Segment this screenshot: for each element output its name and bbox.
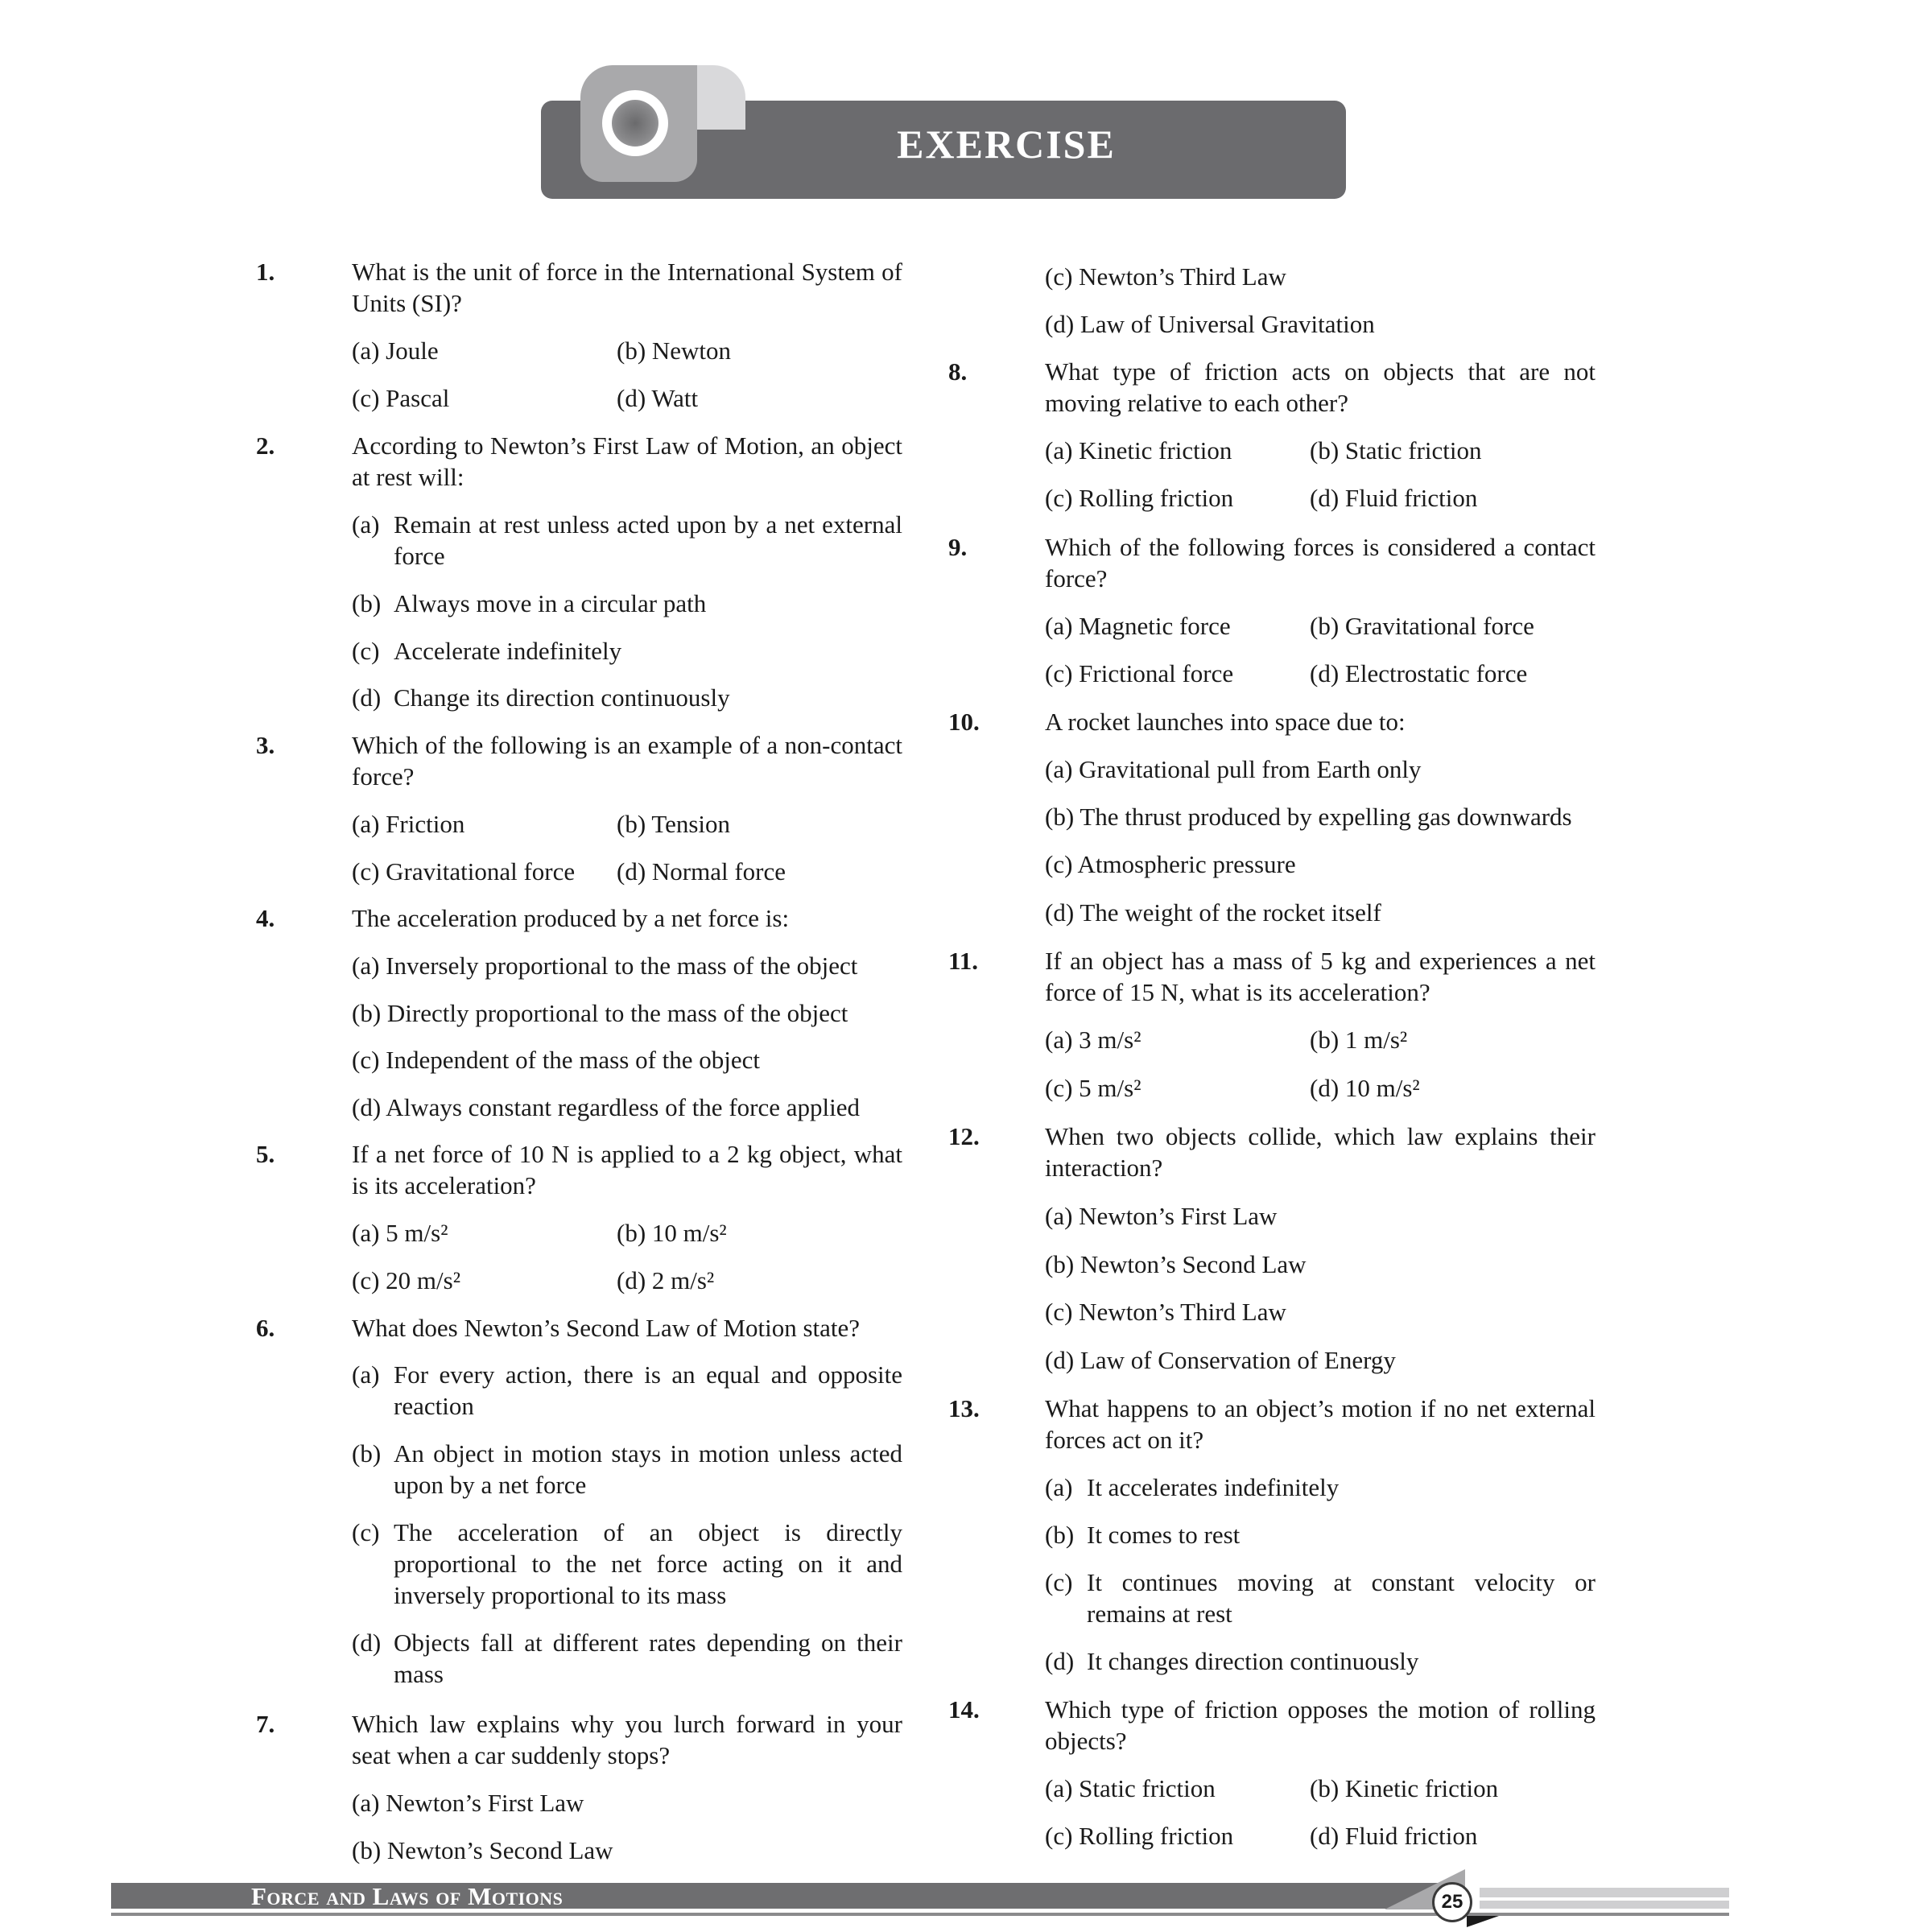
option-text: Always move in a circular path (394, 589, 707, 617)
option (352, 1359, 902, 1422)
question-number: 11. (948, 947, 979, 975)
question-stem: When two objects collide, which law explains their interaction? (1045, 1122, 1596, 1182)
question-stem: Which of the following is an example of a non-contact force? (352, 731, 902, 791)
option: (a) Friction (352, 810, 465, 838)
option-text: An object in motion stays in motion unless acted upon by a net force (394, 1439, 902, 1499)
question-stem: What does Newton’s Second Law of Motion state? (352, 1314, 861, 1342)
option: (b) Newton’s Second Law (1045, 1250, 1307, 1278)
option (1045, 1567, 1596, 1629)
option (1045, 1645, 1596, 1677)
option-label: (b) (1045, 1521, 1075, 1549)
option (1045, 1472, 1596, 1503)
option: (d) 2 m/s² (617, 1266, 715, 1294)
option-text: It comes to rest (1087, 1521, 1241, 1549)
option: (c) 20 m/s² (352, 1266, 460, 1294)
question-stem: A rocket launches into space due to: (1045, 708, 1406, 736)
option-text: For every action, there is an equal and opposite reaction (394, 1360, 902, 1420)
option-label: (c) (352, 637, 380, 665)
option (352, 1517, 902, 1611)
option: (c) Newton’s Third Law (1045, 262, 1286, 291)
question-number: 2. (256, 431, 275, 460)
question-number: 4. (256, 904, 275, 932)
option: (b) The thrust produced by expelling gas downwards (1045, 803, 1572, 831)
question-stem: What type of friction acts on objects that are not moving relative to each other? (1045, 357, 1596, 417)
option-label: (d) (352, 1629, 382, 1657)
option: (b) Static friction (1310, 436, 1482, 464)
option: (c) Gravitational force (352, 857, 576, 886)
footer-stripe (1480, 1901, 1729, 1909)
option: (c) Rolling friction (1045, 1822, 1234, 1850)
option: (a) Gravitational pull from Earth only (1045, 755, 1422, 783)
option (352, 682, 902, 713)
option: (d) Fluid friction (1310, 1822, 1478, 1850)
option-label: (b) (352, 1439, 382, 1468)
option: (a) Joule (352, 336, 439, 365)
option-text: The acceleration of an object is directly proportional to the net force acting on it and inversely proportional to its mass (394, 1518, 902, 1609)
ring-center-icon (612, 100, 658, 147)
chapter-title: Force and Laws of Motions (251, 1882, 564, 1910)
option: (d) Electrostatic force (1310, 659, 1528, 687)
option: (c) Independent of the mass of the object (352, 1046, 761, 1074)
option: (b) 10 m/s² (617, 1219, 727, 1247)
footer-stripe (1480, 1888, 1729, 1897)
option: (a) Static friction (1045, 1774, 1216, 1802)
option: (b) 1 m/s² (1310, 1026, 1408, 1054)
page-number: 25 (1432, 1882, 1472, 1922)
option-label: (a) (352, 510, 380, 539)
question-number: 5. (256, 1140, 275, 1168)
option: (b) Newton (617, 336, 732, 365)
option: (d) Always constant regardless of the force applied (352, 1093, 860, 1121)
option: (a) 5 m/s² (352, 1219, 448, 1247)
option-label: (c) (1045, 1568, 1073, 1596)
option-label: (b) (352, 589, 382, 617)
option: (a) Newton’s First Law (352, 1789, 584, 1817)
option: (c) Rolling friction (1045, 484, 1234, 512)
question-number: 10. (948, 708, 980, 736)
question-number: 13. (948, 1394, 980, 1422)
question-stem: Which of the following forces is considered a contact force? (1045, 533, 1596, 592)
option: (c) Pascal (352, 384, 450, 412)
option-text: It accelerates indefinitely (1087, 1473, 1340, 1501)
option: (d) The weight of the rocket itself (1045, 898, 1381, 927)
question-stem: If an object has a mass of 5 kg and experiences a net force of 15 N, what is its acceleration? (1045, 947, 1596, 1006)
option-text: Objects fall at different rates depending on their mass (394, 1629, 902, 1688)
question-stem: If a net force of 10 N is applied to a 2 kg object, what is its acceleration? (352, 1140, 902, 1199)
option (352, 635, 902, 667)
option: (c) Frictional force (1045, 659, 1234, 687)
option-text: It changes direction continuously (1087, 1647, 1419, 1675)
option: (a) 3 m/s² (1045, 1026, 1141, 1054)
option: (d) Watt (617, 384, 699, 412)
option: (b) Newton’s Second Law (352, 1836, 613, 1864)
question-stem: The acceleration produced by a net force is: (352, 904, 790, 932)
option-text: Change its direction continuously (394, 683, 730, 712)
option-text: It continues moving at constant velocity or remains at rest (1087, 1568, 1596, 1628)
question-number: 6. (256, 1314, 275, 1342)
option: (a) Magnetic force (1045, 612, 1231, 640)
option-label: (d) (1045, 1647, 1075, 1675)
question-stem: What happens to an object’s motion if no net external forces act on it? (1045, 1394, 1596, 1454)
question-number: 14. (948, 1695, 980, 1724)
option: (a) Kinetic friction (1045, 436, 1232, 464)
option: (b) Directly proportional to the mass of the object (352, 999, 848, 1027)
option-label: (d) (352, 683, 382, 712)
option-label: (c) (352, 1518, 380, 1546)
option-label: (a) (352, 1360, 380, 1389)
option (1045, 1519, 1596, 1550)
page-pointer-icon (1467, 1916, 1499, 1927)
option: (d) Fluid friction (1310, 484, 1478, 512)
option: (a) Newton’s First Law (1045, 1202, 1278, 1230)
option: (b) Kinetic friction (1310, 1774, 1499, 1802)
option: (c) Atmospheric pressure (1045, 850, 1296, 878)
option: (d) Law of Conservation of Energy (1045, 1346, 1396, 1374)
option: (c) 5 m/s² (1045, 1074, 1141, 1102)
banner-fold-decoration (694, 65, 745, 130)
option: (a) Inversely proportional to the mass of the object (352, 952, 858, 980)
page-title: EXERCISE (897, 122, 1116, 167)
option (352, 1438, 902, 1501)
option-text: Remain at rest unless acted upon by a net external force (394, 510, 902, 570)
option-label: (a) (1045, 1473, 1073, 1501)
question-stem: Which law explains why you lurch forward in your seat when a car suddenly stops? (352, 1710, 902, 1769)
option (352, 509, 902, 572)
option: (c) Newton’s Third Law (1045, 1298, 1286, 1326)
option: (b) Gravitational force (1310, 612, 1534, 640)
question-number: 3. (256, 731, 275, 759)
option-text: Accelerate indefinitely (394, 637, 622, 665)
option: (d) 10 m/s² (1310, 1074, 1420, 1102)
option: (d) Normal force (617, 857, 786, 886)
question-number: 1. (256, 258, 275, 286)
question-number: 12. (948, 1122, 980, 1150)
option: (b) Tension (617, 810, 731, 838)
question-number: 9. (948, 533, 968, 561)
question-number: 8. (948, 357, 968, 386)
question-stem: According to Newton’s First Law of Motion, an object at rest will: (352, 431, 902, 491)
question-stem: What is the unit of force in the International System of Units (SI)? (352, 258, 902, 317)
option: (d) Law of Universal Gravitation (1045, 310, 1375, 338)
option (352, 1627, 902, 1690)
option (352, 588, 902, 619)
question-stem: Which type of friction opposes the motion of rolling objects? (1045, 1695, 1596, 1755)
question-number: 7. (256, 1710, 275, 1738)
